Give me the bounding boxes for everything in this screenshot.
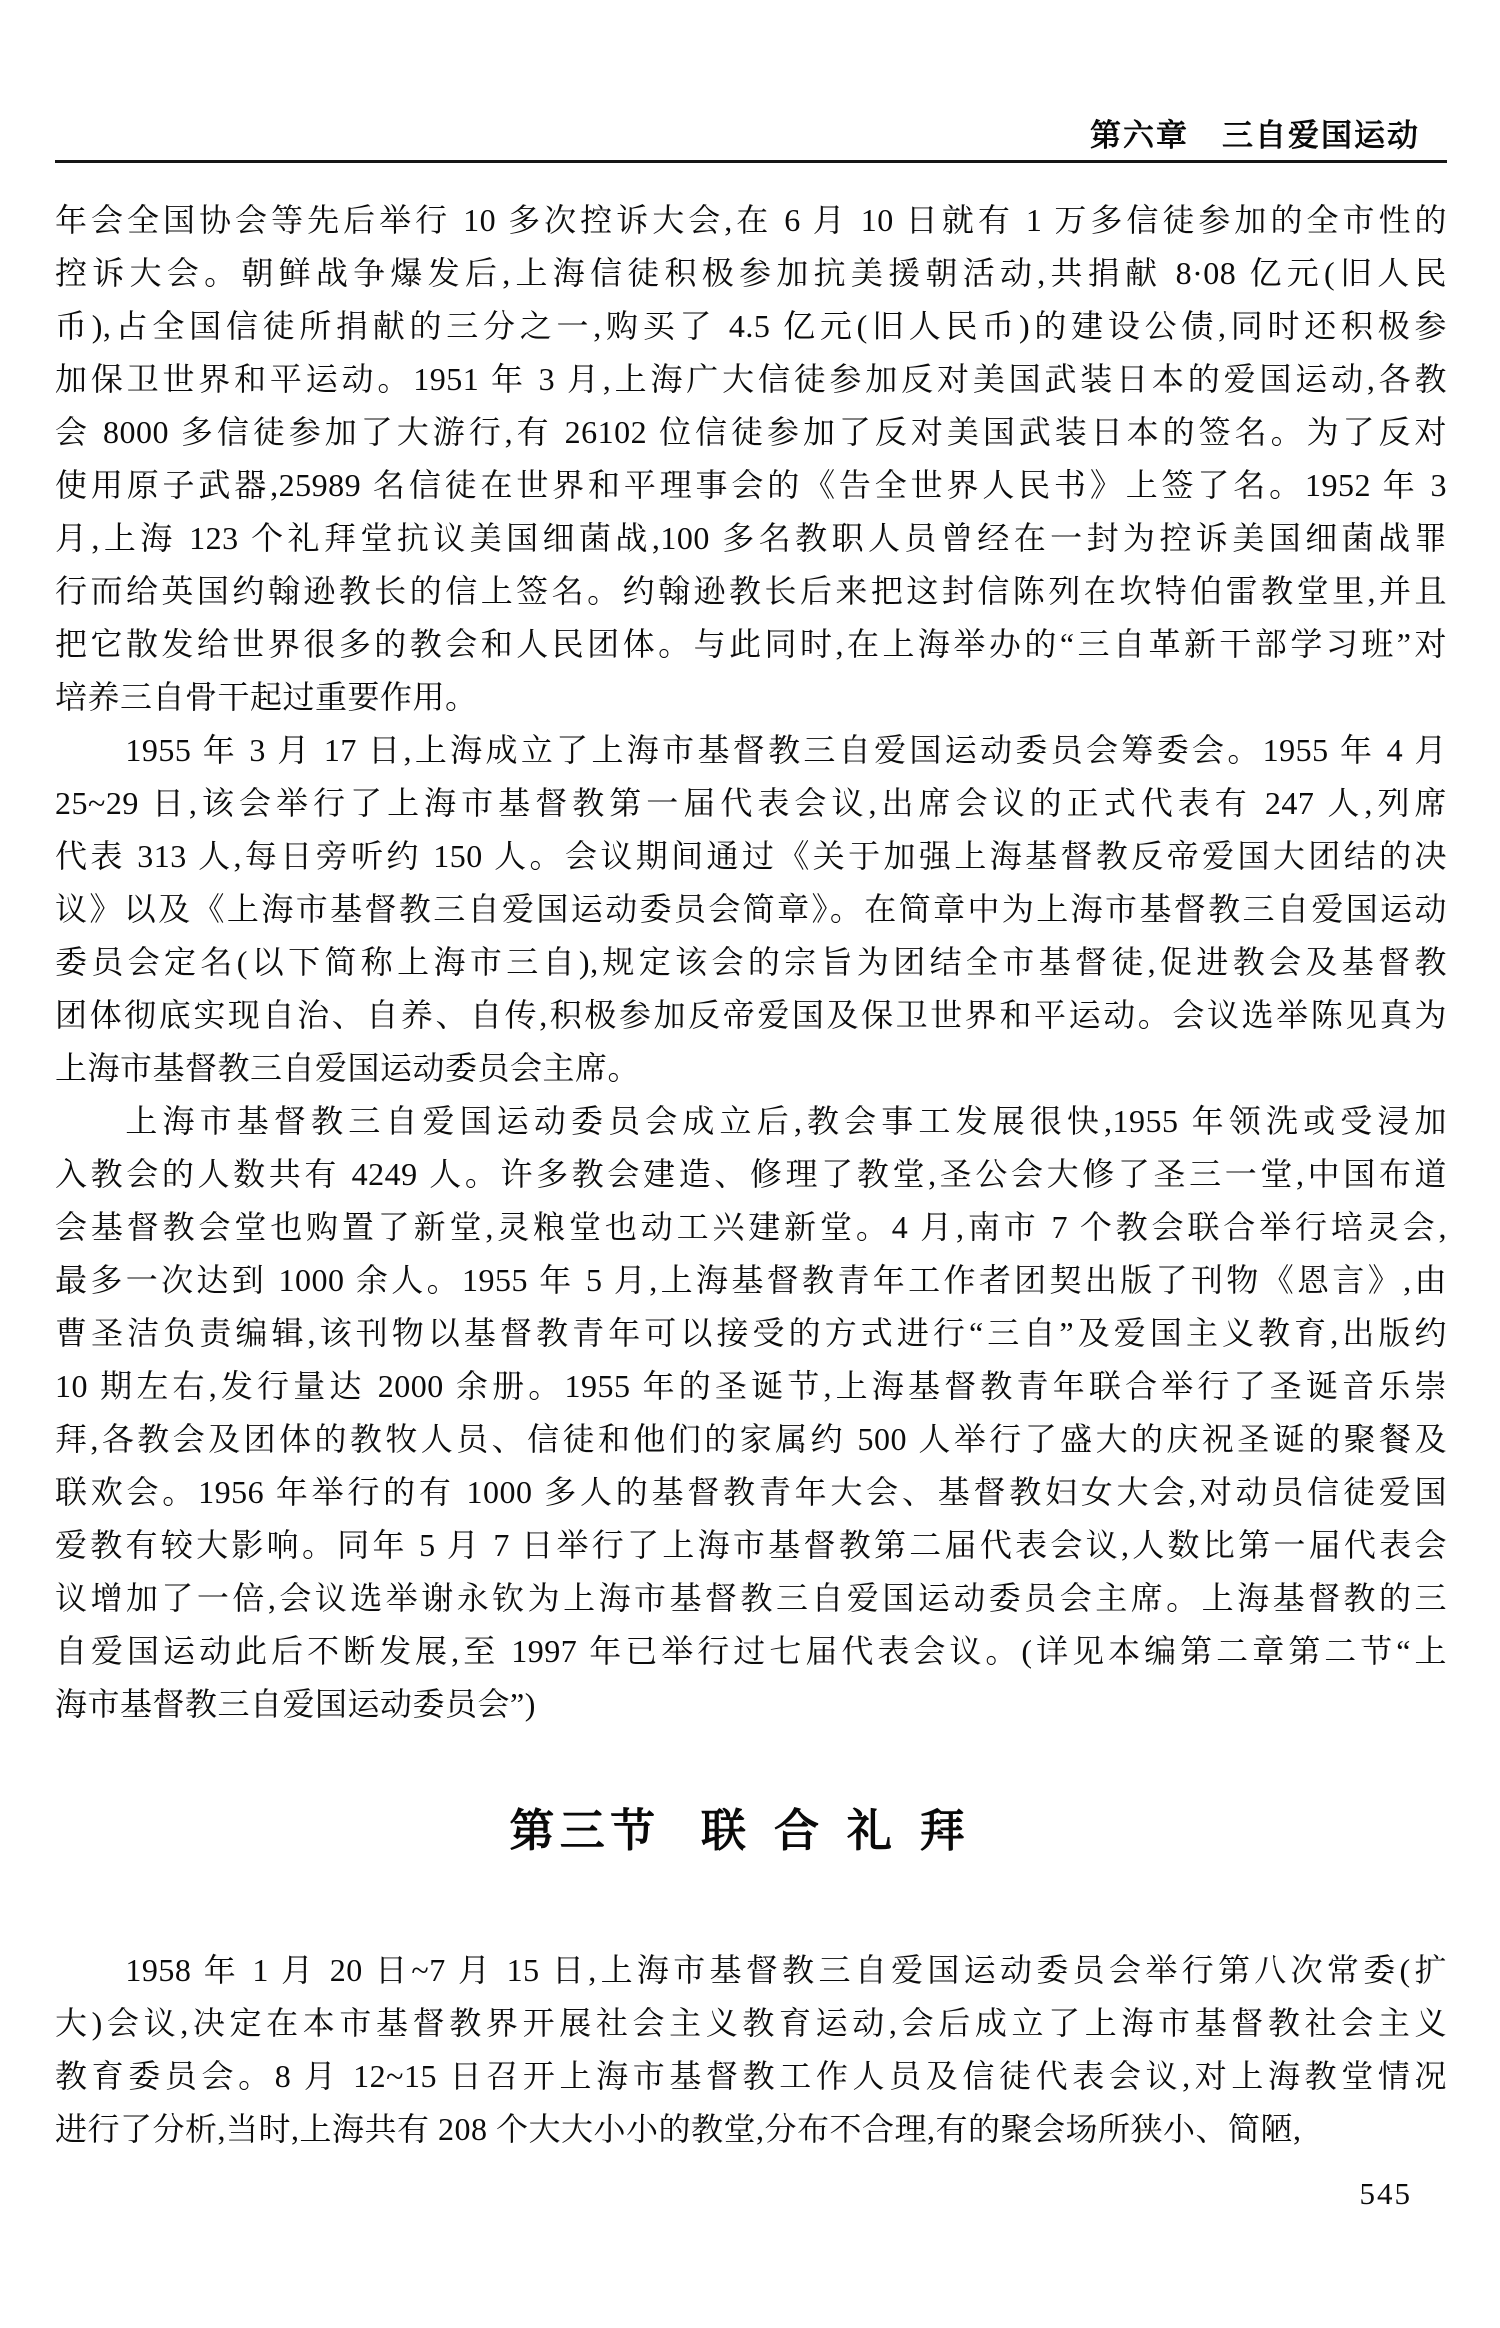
text-line: 上海市基督教三自爱国运动委员会主席。 <box>55 1050 641 1086</box>
text-line: 代表 313 人,每日旁听约 150 人。会议期间通过《关于加强上海基督教反帝爱国大团结的决 <box>55 838 1447 874</box>
text-line: 控诉大会。朝鲜战争爆发后,上海信徒积极参加抗美援朝活动,共捐献 8·08 亿元(旧人民 <box>55 255 1447 291</box>
text-line: 币),占全国信徒所捐献的三分之一,购买了 4.5 亿元(旧人民币)的建设公债,同时还积极参 <box>55 308 1447 344</box>
section-title: 联合礼拜 <box>701 1806 993 1856</box>
running-head-chapter-title: 第六章 三自爱国运动 <box>1090 118 1420 153</box>
paragraph <box>55 724 1447 1095</box>
after-section-text-block <box>55 1944 1447 2156</box>
text-line: 加保卫世界和平运动。1951 年 3 月,上海广大信徒参加反对美国武装日本的爱国运动,各教 <box>55 361 1447 397</box>
header-rule <box>55 160 1447 163</box>
text-line: 议增加了一倍,会议选举谢永钦为上海市基督教三自爱国运动委员会主席。上海基督教的三 <box>55 1580 1447 1616</box>
text-line: 会基督教会堂也购置了新堂,灵粮堂也动工兴建新堂。4 月,南市 7 个教会联合举行培灵会, <box>55 1209 1447 1245</box>
text-line: 月,上海 123 个礼拜堂抗议美国细菌战,100 多名教职人员曾经在一封为控诉美国细菌战罪 <box>55 520 1447 556</box>
text-line: 年会全国协会等先后举行 10 多次控诉大会,在 6 月 10 日就有 1 万多信徒参加的全市性的 <box>55 202 1447 238</box>
text-line: 会 8000 多信徒参加了大游行,有 26102 位信徒参加了反对美国武装日本的签名。为了反对 <box>55 414 1447 450</box>
text-line: 委员会定名(以下简称上海市三自),规定该会的宗旨为团结全市基督徒,促进教会及基督教 <box>55 944 1447 980</box>
text-line: 曹圣洁负责编辑,该刊物以基督教青年可以接受的方式进行“三自”及爱国主义教育,出版约 <box>55 1315 1447 1351</box>
text-line: 把它散发给世界很多的教会和人民团体。与此同时,在上海举办的“三自革新干部学习班”对 <box>55 626 1447 662</box>
text-line: 1955 年 3 月 17 日,上海成立了上海市基督教三自爱国运动委员会筹委会。1955 年 4 月 <box>125 732 1447 768</box>
page-number: 545 <box>1359 2176 1412 2211</box>
main-text-block <box>55 194 1447 1731</box>
text-line: 海市基督教三自爱国运动委员会”) <box>55 1686 536 1722</box>
text-line: 最多一次达到 1000 余人。1955 年 5 月,上海基督教青年工作者团契出版了刊物《恩言》,由 <box>55 1262 1447 1298</box>
text-line: 联欢会。1956 年举行的有 1000 多人的基督教青年大会、基督教妇女大会,对动员信徒爱国 <box>55 1474 1447 1510</box>
text-line: 培养三自骨干起过重要作用。 <box>55 679 478 715</box>
text-line: 自爱国运动此后不断发展,至 1997 年已举行过七届代表会议。(详见本编第二章第二节“上 <box>55 1633 1447 1669</box>
paragraph <box>55 194 1447 724</box>
text-line: 25~29 日,该会举行了上海市基督教第一届代表会议,出席会议的正式代表有 247 人,列席 <box>55 785 1447 821</box>
text-line: 大)会议,决定在本市基督教界开展社会主义教育运动,会后成立了上海市基督教社会主义 <box>55 2005 1447 2041</box>
text-line: 入教会的人数共有 4249 人。许多教会建造、修理了教堂,圣公会大修了圣三一堂,中国布道 <box>55 1156 1447 1192</box>
text-line: 10 期左右,发行量达 2000 余册。1955 年的圣诞节,上海基督教青年联合举行了圣诞音乐崇 <box>55 1368 1447 1404</box>
paragraph <box>55 1944 1447 2156</box>
text-line: 教育委员会。8 月 12~15 日召开上海市基督教工作人员及信徒代表会议,对上海教堂情况 <box>55 2058 1447 2094</box>
text-line: 拜,各教会及团体的教牧人员、信徒和他们的家属约 500 人举行了盛大的庆祝圣诞的聚餐及 <box>55 1421 1447 1457</box>
text-line: 上海市基督教三自爱国运动委员会成立后,教会事工发展很快,1955 年领洗或受浸加 <box>125 1103 1447 1139</box>
text-line: 议》以及《上海市基督教三自爱国运动委员会简章》。在简章中为上海市基督教三自爱国运动 <box>55 891 1447 927</box>
text-line: 爱教有较大影响。同年 5 月 7 日举行了上海市基督教第二届代表会议,人数比第一届代表会 <box>55 1527 1447 1563</box>
text-line: 团体彻底实现自治、自养、自传,积极参加反帝爱国及保卫世界和平运动。会议选举陈见真为 <box>55 997 1447 1033</box>
section-number: 第三节 <box>509 1806 661 1856</box>
paragraph <box>55 1095 1447 1731</box>
section-heading <box>55 1800 1447 1862</box>
text-line: 1958 年 1 月 20 日~7 月 15 日,上海市基督教三自爱国运动委员会举行第八次常委(扩 <box>125 1952 1447 1988</box>
text-line: 进行了分析,当时,上海共有 208 个大大小小的教堂,分布不合理,有的聚会场所狭小、简陋, <box>55 2111 1302 2147</box>
text-line: 使用原子武器,25989 名信徒在世界和平理事会的《告全世界人民书》上签了名。1952 年 3 <box>55 467 1447 503</box>
text-line: 行而给英国约翰逊教长的信上签名。约翰逊教长后来把这封信陈列在坎特伯雷教堂里,并且 <box>55 573 1447 609</box>
